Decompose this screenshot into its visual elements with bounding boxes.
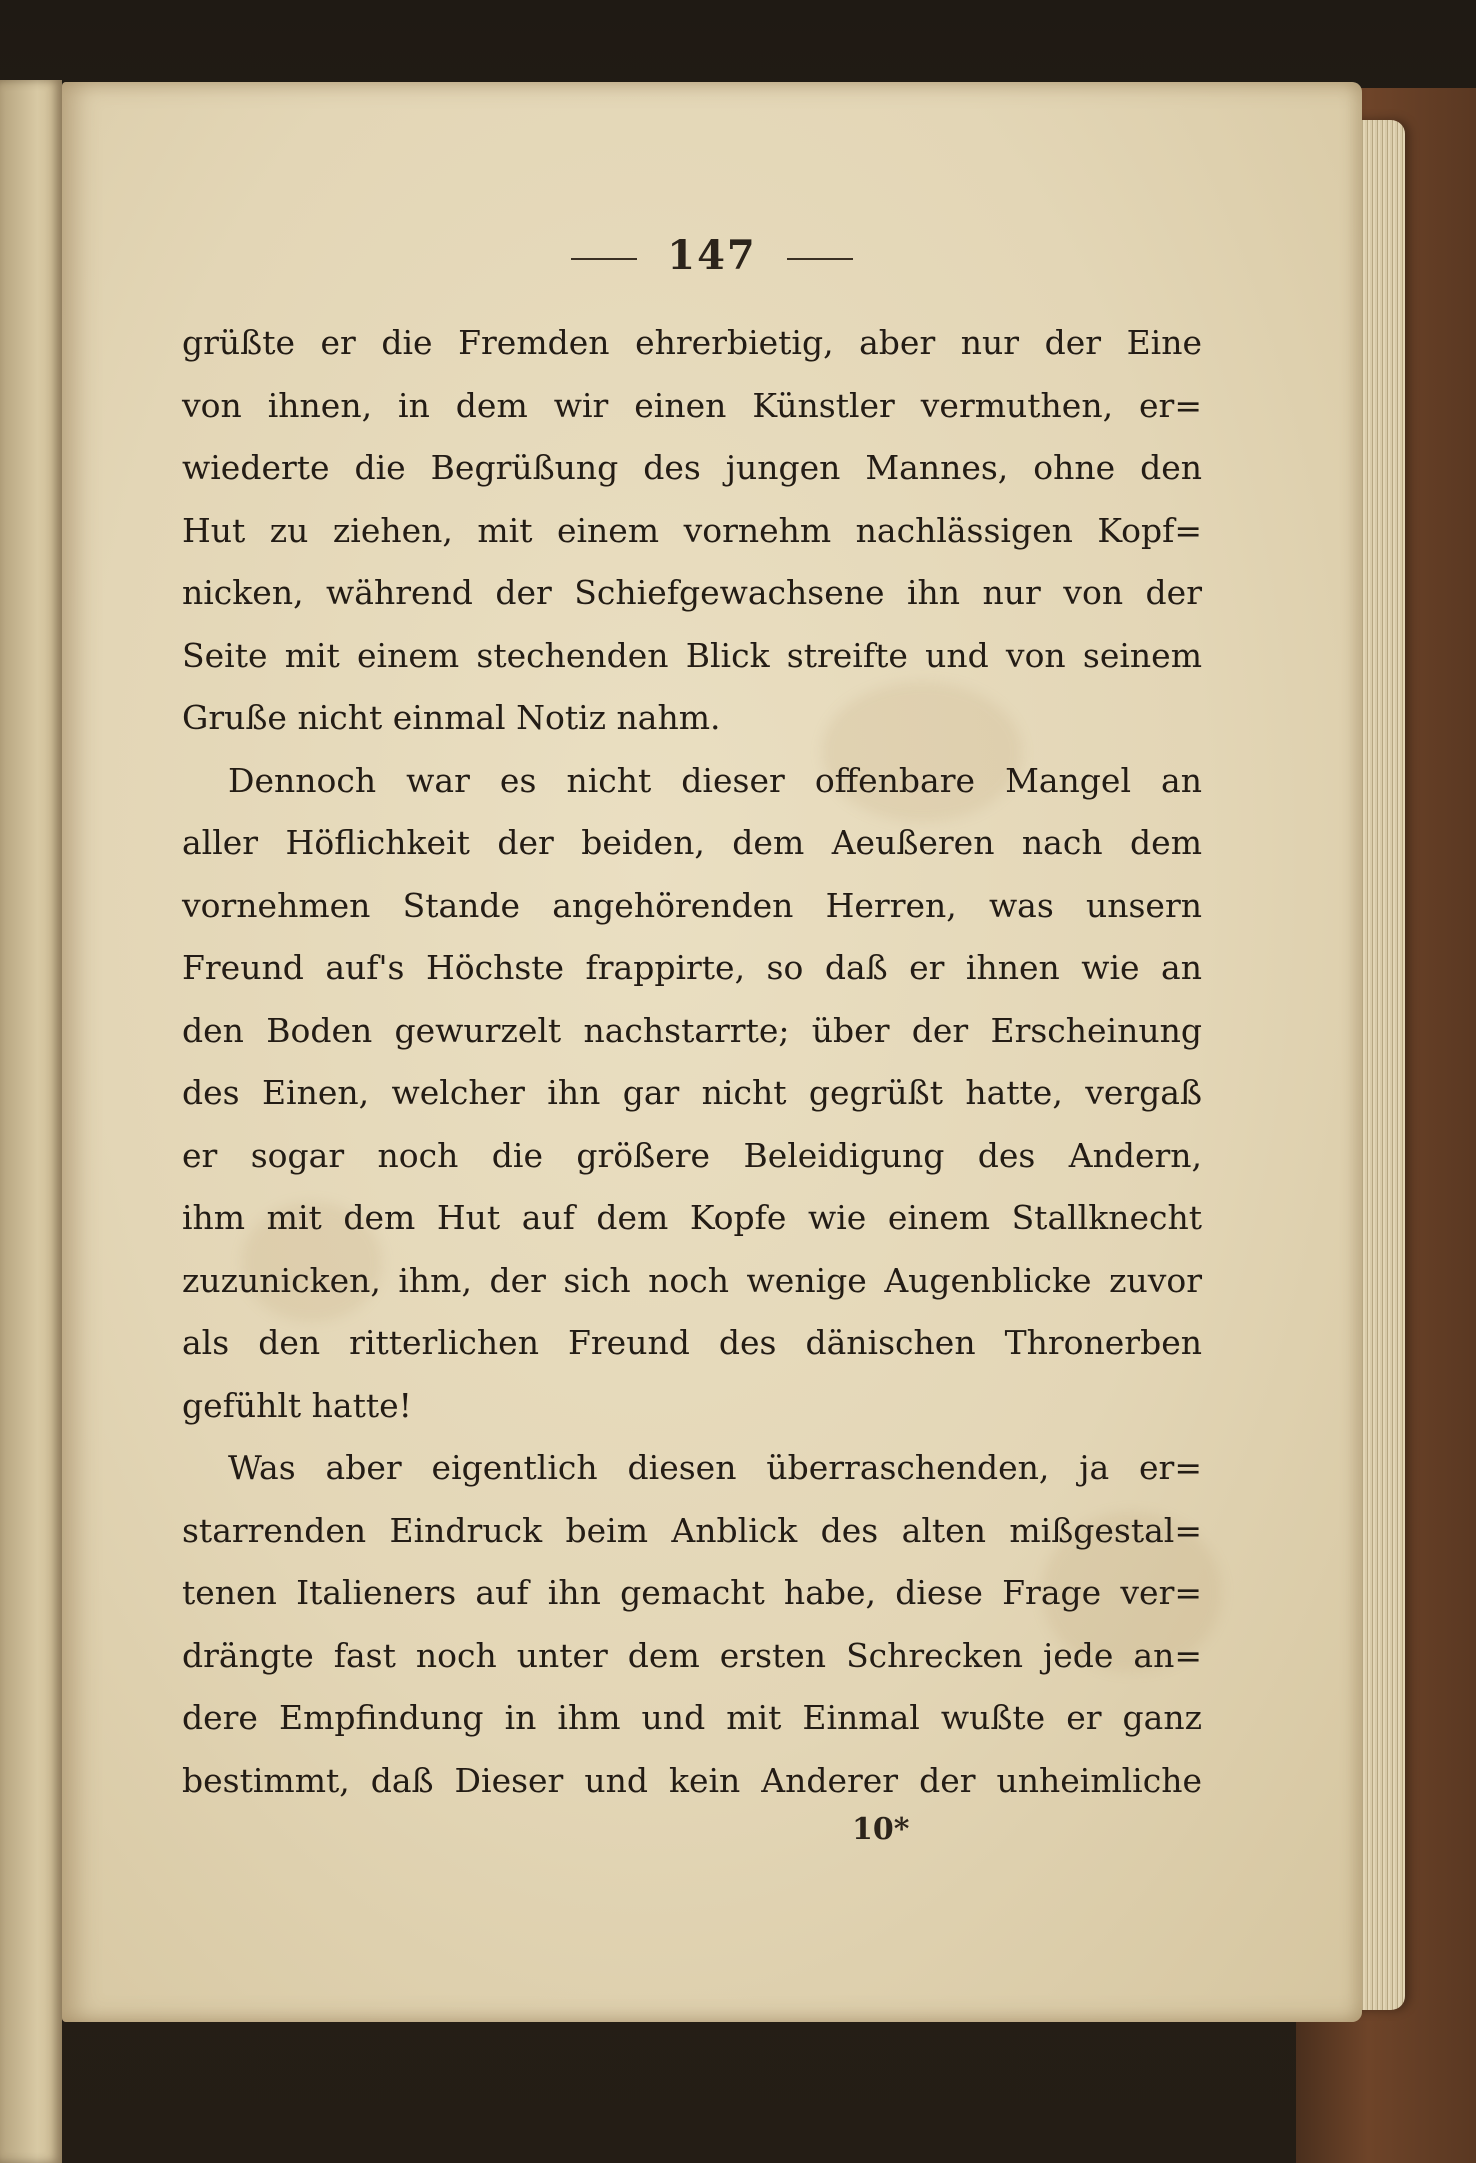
header-rule-left [571,258,637,260]
text-line: grüßte er die Fremden ehrerbietig, aber nur der Eine [182,323,1202,362]
text-line: Gruße nicht einmal Notiz nahm. [182,698,721,737]
signature-mark: 10* [852,1812,910,1847]
text-line: er sogar noch die größere Beleidigung des Andern, [182,1135,1202,1175]
header-rule-right [787,258,853,260]
text-line: wiederte die Begrüßung des jungen Mannes, ohne den [182,448,1202,487]
body-text [182,312,1202,1812]
text-line: starrenden Eindruck beim Anblick des alten mißgestal= [182,1510,1202,1550]
text-line: Hut zu ziehen, mit einem vornehm nachlässigen Kopf= [182,510,1202,550]
text-line: dere Empfindung in ihm und mit Einmal wußte er ganz [182,1698,1202,1737]
text-line: drängte fast noch unter dem ersten Schrecken jede an= [182,1635,1202,1675]
page-number: 147 [667,232,757,279]
text-line: bestimmt, daß Dieser und kein Anderer der unheimliche [182,1760,1202,1800]
text-line: von ihnen, in dem wir einen Künstler vermuthen, er= [182,385,1202,425]
text-line: als den ritterlichen Freund des dänischen Thronerben [182,1323,1202,1362]
text-line: den Boden gewurzelt nachstarrte; über der Erscheinung [182,1010,1202,1050]
text-line: Seite mit einem stechenden Blick streifte und von seinem [182,635,1202,675]
book-page [62,82,1362,2022]
text-line: aller Höflichkeit der beiden, dem Aeußeren nach dem [182,823,1202,862]
text-line: nicken, während der Schiefgewachsene ihn nur von der [182,573,1202,612]
text-line: ihm mit dem Hut auf dem Kopfe wie einem Stallknecht [182,1198,1202,1237]
page-header [62,232,1362,279]
previous-page-edge [0,80,62,2163]
text-line: zuzunicken, ihm, der sich noch wenige Augenblicke zuvor [182,1260,1202,1300]
text-line: Was aber eigentlich diesen überraschenden, ja er= [228,1448,1202,1487]
text-line: tenen Italieners auf ihn gemacht habe, diese Frage ver= [182,1573,1202,1612]
text-line: Freund auf's Höchste frappirte, so daß er ihnen wie an [182,948,1202,987]
text-line: des Einen, welcher ihn gar nicht gegrüßt hatte, vergaß [182,1073,1202,1112]
text-line: Dennoch war es nicht dieser offenbare Mangel an [228,760,1202,800]
text-line: gefühlt hatte! [182,1385,412,1425]
text-line: vornehmen Stande angehörenden Herren, was unsern [182,885,1202,925]
